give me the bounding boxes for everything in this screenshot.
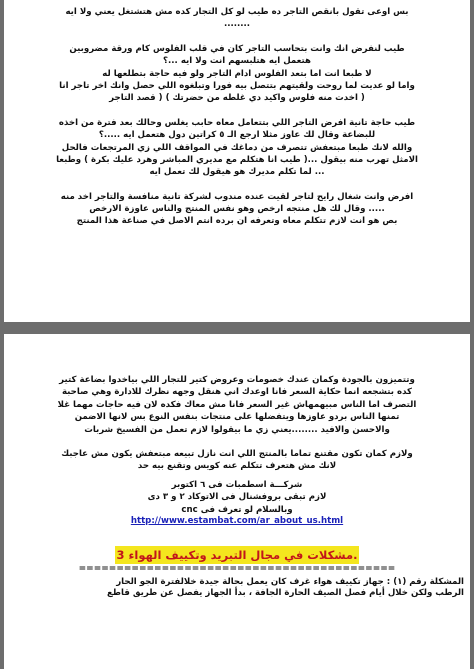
paragraph-line: افرض وانت شغال رايح لتاجر لقيت عنده مندوب لشركة تانية منافسة والتاجر اخد منه (60, 191, 414, 202)
paragraph-line: طيب لنفرض انك وانت بتحاسب التاجر كان في قلب الفلوس كام ورقة مضروبين (69, 43, 405, 54)
paragraph-line: لانك مش هتعرف تتكلم عنه كويس وتقنع بيه حد (137, 461, 337, 472)
company-block (10, 479, 464, 516)
problem-paragraph (10, 577, 464, 599)
company-line: شركـــة اسطمبات فى ٦ اكتوبر (171, 479, 303, 490)
paragraph-line: والاحسن والافيد ........يعني زي ما بيقولوا لازم تعمل من الفسيخ شربات (84, 424, 390, 435)
paragraph-line: الامثل تهرب منه بيقول ...( طيب انا هتكلم مع مديري المباشر وهرد عليك بكرة ) وطبعا (56, 154, 418, 165)
paragraph-line: للبضاعة وقال لك عاوز مثلا ارجع الـ ٥ كراتين دول هتعمل ايه .....؟ (98, 130, 376, 141)
paragraph (10, 6, 464, 31)
paragraph-line: ........ (223, 19, 251, 30)
company-line: لازم تبقى بروفشنال فى الاتوكاد ٢ و ٣ دى (147, 492, 327, 503)
paragraph-line: بص هو انت لازم تتكلم معاه وتعرفه ان برده انتم الاصل في صناعة هذا المنتج (76, 216, 398, 227)
paragraph-line: تمنها الناس بردو عاوزها ويتفضلها على منتجات بنفس النوع بس لانها الاضمن (74, 412, 400, 423)
paragraph (10, 448, 464, 473)
paragraph-line: بس اوعى تقول بانقص التاجر ده طيب لو كل التجار كده مش هتشتغل يعني ولا ايه (65, 7, 409, 17)
paragraph-line: ..... وقال لك هل منتجه ارخص وهو نفس المنتج والناس عاوزة الارخص (89, 204, 385, 215)
paragraph-line: كده بتشجعه انما حكاية السعر فانا اوعدك اني هنقل وجهه نظرك للادارة وهي صاحبة (61, 387, 413, 398)
paragraph (10, 117, 464, 179)
page-1-body (4, 0, 470, 228)
paragraph-line: التصرف اما الناس مبيهمهاش غير السعر فانا مش معاك فكده لان فيه حاجات مهما غلا (57, 399, 417, 410)
paragraph (10, 43, 464, 105)
paragraph-line: ولازم كمان تكون مقتنع تماما بالمنتج اللي انت نازل تبيعه مبتعفش يكون مش عاجبك (61, 448, 413, 459)
paragraph-line: هتعمل ايه هتلبسهم انت ولا ايه ...؟ (163, 56, 311, 67)
paragraph-line: ( اخدت منه فلوس واكيد دي غلطه من حضرتك ) ( قصد التاجر (109, 93, 365, 104)
paragraph-line: ... لما تكلم مديرك هو هيقول لك تعمل ايه (149, 167, 325, 178)
paragraph-line: طيب حاجة تانية افرض التاجر اللي بتتعامل معاه حابب يغلس وحالك بعد فترة من اخذه (58, 117, 416, 128)
document-page-2 (4, 334, 470, 669)
document-page-1 (4, 0, 470, 322)
company-link[interactable]: http://www.estambat.com/ar_about_us.html (130, 515, 344, 526)
company-line: وبالسلام لو تعرف فى cnc (181, 504, 293, 515)
problem-line: الرطب ولكن خلال أيام فصل الصيف الحارة الجافة ، بدأ الجهاز يفصل عن طريق قاطع (107, 587, 464, 598)
paragraph (10, 191, 464, 228)
problem-line: المشكلة رقم (١) : جهاز تكييف هواء غرف كان يعمل بحالة جيدة خلالفترة الجو الحار (116, 576, 464, 587)
paragraph-line: والله لانك طبعا مبتعفش تتصرف من دماغك في المواقف اللي زي المرتجعات فالحل (61, 142, 413, 153)
paragraph-line: وتتميزون بالجودة وكمان عندك خصومات وعروض كتير للتجار اللي بياخدوا بضاعة كتير (59, 375, 415, 385)
separator-line: ========================================== (78, 563, 396, 574)
section-heading-wrap (4, 544, 470, 562)
paragraph (10, 374, 464, 436)
paragraph-line: لا طبعا انت اما بتعد الفلوس ادام التاجر ولو فيه حاجة بتطلعها له (102, 68, 372, 79)
page-2-body (4, 334, 470, 473)
section-heading: .مشكلات في مجال التبريد وتكييف الهواء 3 (116, 547, 358, 562)
paragraph-line: واما لو عديت لما روحت ولقيتهم بتتصل بيه فورا وتبلغوه اللي حصل وانك اخر تاجر انا (59, 80, 415, 91)
